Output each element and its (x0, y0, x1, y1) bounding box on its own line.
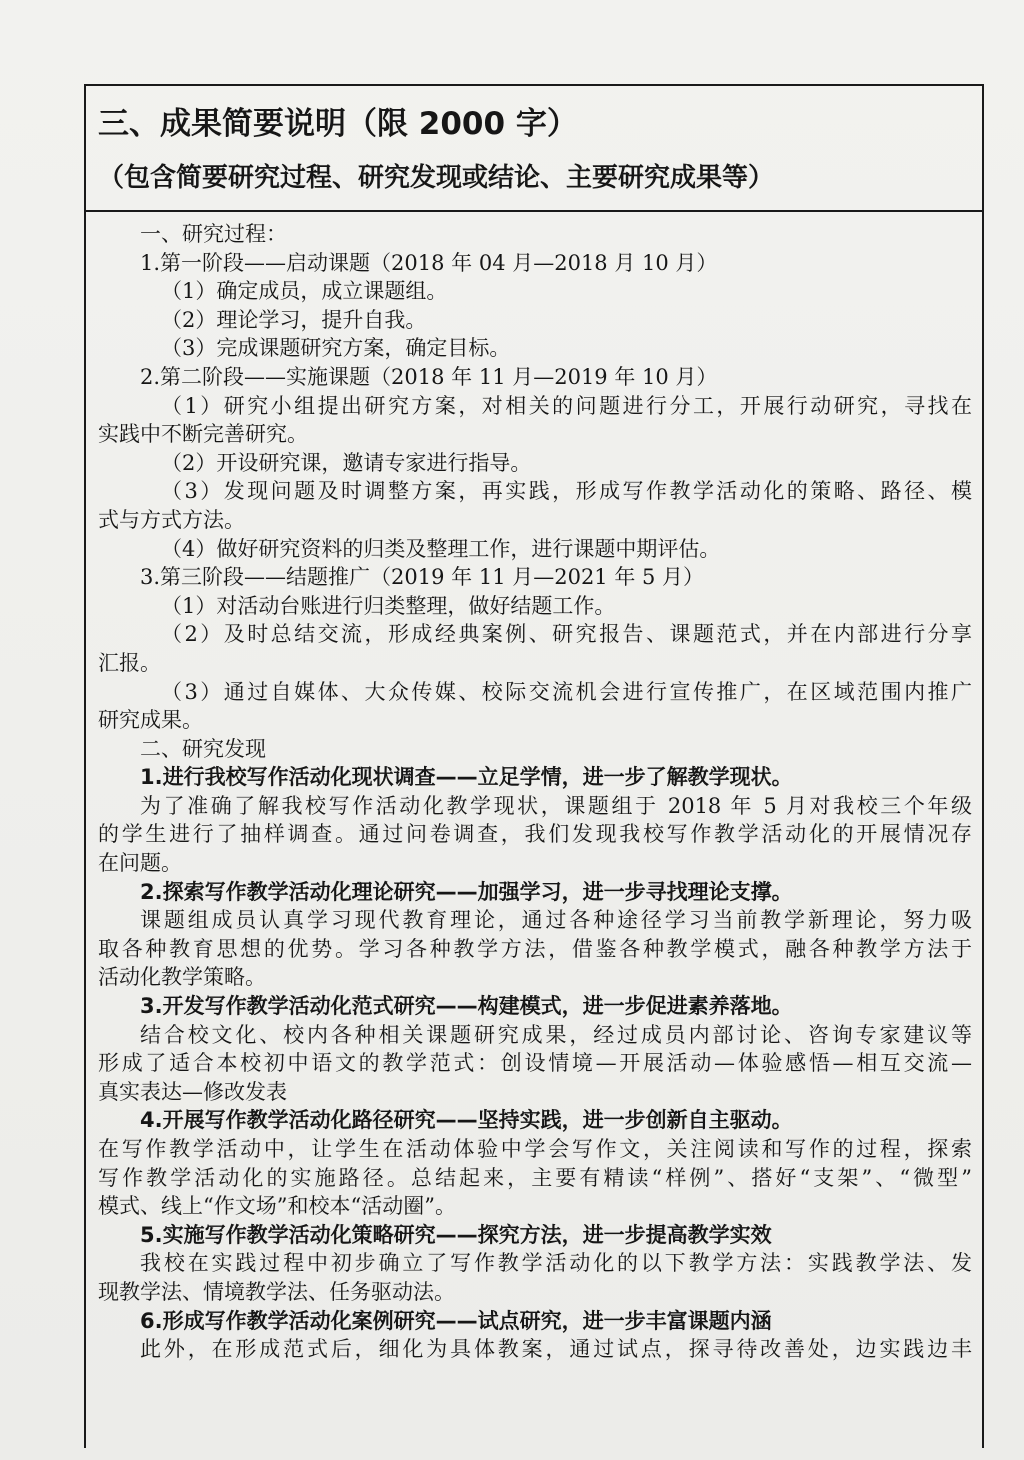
text-line: 一、研究过程： (140, 222, 287, 246)
text-line: 汇报。 (98, 650, 161, 675)
text-line: （2）理论学习，提升自我。 (161, 307, 427, 332)
text-line: 1.进行我校写作活动化现状调查——立足学情，进一步了解教学现状。 (140, 765, 793, 790)
text-line: 1.第一阶段——启动课题（2018 年 04 月—2018 月 10 月） (140, 250, 718, 275)
text-line: 2.探索写作教学活动化理论研究——加强学习，进一步寻找理论支撑。 (140, 879, 793, 904)
text-line: 3.开发写作教学活动化范式研究——构建模式，进一步促进素养落地。 (140, 994, 793, 1019)
text-line: 3.第三阶段——结题推广（2019 年 11 月—2021 年 5 月） (140, 565, 705, 590)
section-header (86, 86, 982, 212)
text-line: 结合校文化、校内各种相关课题研究成果，经过成员内部讨论、咨询专家建议等 (140, 1022, 972, 1047)
text-line: （1）研究小组提出研究方案，对相关的问题进行分工，开展行动研究，寻找在 (161, 393, 972, 418)
text-line: 课题组成员认真学习现代教育理论，通过各种途径学习当前教学新理论，努力吸 (140, 908, 972, 933)
text-line: （2）开设研究课，邀请专家进行指导。 (161, 450, 532, 475)
text-line: 研究成果。 (98, 708, 203, 733)
text-line: 此外，在形成范式后，细化为具体教案，通过试点，探寻待改善处，边实践边丰 (140, 1337, 972, 1362)
form-table (84, 84, 984, 1448)
text-line: 真实表达—修改发表 (98, 1079, 287, 1104)
text-line: （2）及时总结交流，形成经典案例、研究报告、课题范式，并在内部进行分享 (161, 622, 972, 647)
text-line: 在写作教学活动中，让学生在活动体验中学会写作文，关注阅读和写作的过程，探索 (98, 1137, 972, 1161)
text-line: （1）确定成员，成立课题组。 (161, 279, 448, 304)
section-body (86, 212, 982, 1364)
text-line: 在问题。 (98, 851, 182, 876)
text-line: 6.形成写作教学活动化案例研究——试点研究，进一步丰富课题内涵 (140, 1308, 772, 1333)
text-line: 实践中不断完善研究。 (98, 422, 308, 447)
text-line: 式与方式方法。 (98, 507, 245, 532)
text-line: 5.实施写作教学活动化策略研究——探究方法，进一步提高教学实效 (140, 1222, 772, 1247)
text-line: 写作教学活动化的实施路径。总结起来，主要有精读“样例”、搭好“支架”、“微型” (98, 1165, 972, 1190)
text-line: 二、研究发现 (140, 736, 266, 761)
text-line: 形成了适合本校初中语文的教学范式：创设情境—开展活动—体验感悟—相互交流— (98, 1051, 972, 1076)
text-line: （3）完成课题研究方案，确定目标。 (161, 336, 511, 361)
text-line: 我校在实践过程中初步确立了写作教学活动化的以下教学方法：实践教学法、发 (140, 1251, 972, 1276)
text-line: （3）通过自媒体、大众传媒、校际交流机会进行宣传推广，在区域范围内推广 (161, 679, 972, 704)
text-line: 活动化教学策略。 (98, 965, 266, 990)
section-subtitle: （包含简要研究过程、研究发现或结论、主要研究成果等） (98, 163, 775, 193)
text-line: （1）对活动台账进行归类整理，做好结题工作。 (161, 593, 616, 618)
text-line: 的学生进行了抽样调查。通过问卷调查，我们发现我校写作教学活动化的开展情况存 (98, 822, 972, 847)
text-line: 取各种教育思想的优势。学习各种教学方法，借鉴各种教学模式，融各种教学方法于 (98, 936, 972, 961)
section-title: 三、成果简要说明（限 2000 字） (98, 106, 578, 142)
text-line: （4）做好研究资料的归类及整理工作，进行课题中期评估。 (161, 536, 721, 561)
text-line: 2.第二阶段——实施课题（2018 年 11 月—2019 年 10 月） (140, 364, 718, 389)
text-line: （3）发现问题及时调整方案，再实践，形成写作教学活动化的策略、路径、模 (161, 479, 972, 504)
text-line: 现教学法、情境教学法、任务驱动法。 (98, 1279, 455, 1304)
text-line: 4.开展写作教学活动化路径研究——坚持实践，进一步创新自主驱动。 (140, 1108, 793, 1133)
text-line: 为了准确了解我校写作活动化教学现状，课题组于 2018 年 5 月对我校三个年级 (140, 793, 972, 818)
text-line: 模式、线上“作文场”和校本“活动圈”。 (98, 1194, 456, 1219)
